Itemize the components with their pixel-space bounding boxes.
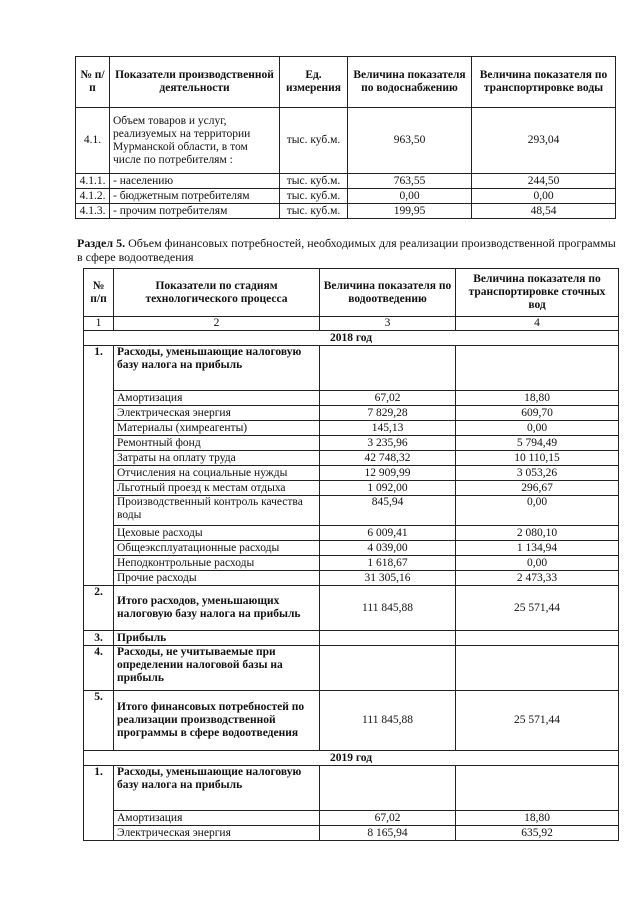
item-value: 67,02 [320, 391, 456, 406]
t1-cell: 963,50 [348, 108, 472, 174]
colnum: 1 [84, 317, 114, 331]
item-value: 42 748,32 [320, 451, 456, 466]
table-row [84, 826, 619, 841]
t1-h-num: № п/п [76, 57, 110, 108]
group-value: 25 571,44 [456, 691, 619, 751]
item-label: Материалы (химреагенты) [114, 421, 320, 436]
t1-h-indicator: Показатели производственной деятельности [110, 57, 280, 108]
section-5-label: Раздел 5. [77, 236, 126, 250]
t2-h-transport: Величина показателя по транспортировке сточных вод [456, 269, 619, 317]
year-2018: 2018 год [84, 331, 619, 346]
t1-cell: тыс. куб.м. [280, 174, 348, 189]
item-value: 5 794,49 [456, 436, 619, 451]
group-num: 2. [84, 586, 114, 631]
t1-h-transport: Величина показателя по транспортировке воды [472, 57, 616, 108]
empty-cell [456, 646, 619, 691]
t2-h-num: № п/п [84, 269, 114, 317]
item-value: 2 473,33 [456, 571, 619, 586]
t2-h-drainage: Величина показателя по водоотведению [320, 269, 456, 317]
table-row [84, 556, 619, 571]
group-value: 111 845,88 [320, 691, 456, 751]
item-value: 296,67 [456, 481, 619, 496]
group-num: 1. [84, 766, 114, 841]
table-row [84, 571, 619, 586]
t1-cell: 293,04 [472, 108, 616, 174]
section-5-heading [77, 236, 622, 264]
table-row [84, 481, 619, 496]
item-value: 12 909,99 [320, 466, 456, 481]
section-5-text: Объем финансовых потребностей, необходимых для реализации производственной программы в сфере водоотведения [77, 236, 616, 264]
item-label: Ремонтный фонд [114, 436, 320, 451]
empty-cell [456, 766, 619, 811]
item-value: 1 092,00 [320, 481, 456, 496]
year-row [84, 751, 619, 766]
group-label: Прибыль [114, 631, 320, 646]
t1-cell: 763,55 [348, 174, 472, 189]
item-label: Прочие расходы [114, 571, 320, 586]
table1-header-row [76, 57, 616, 108]
t1-cell: тыс. куб.м. [280, 189, 348, 204]
table-row [84, 406, 619, 421]
column-numbers-row [84, 317, 619, 331]
t1-cell: 4.1.2. [76, 189, 110, 204]
group-label: Расходы, уменьшающие налоговую базу налога на прибыль [114, 766, 320, 811]
item-value: 6 009,41 [320, 526, 456, 541]
year-row [84, 331, 619, 346]
group-label: Итого финансовых потребностей по реализации производственной программы в сфере водоотведения [114, 691, 320, 751]
group-label: Итого расходов, уменьшающих налоговую базу налога на прибыль [114, 586, 320, 631]
item-value: 0,00 [456, 556, 619, 571]
group-num: 3. [84, 631, 114, 646]
item-value: 3 053,26 [456, 466, 619, 481]
item-label: Общеэксплуатационные расходы [114, 541, 320, 556]
table-row [84, 421, 619, 436]
table-row [76, 189, 616, 204]
group-num: 5. [84, 691, 114, 751]
empty-cell [320, 631, 456, 646]
item-label: Электрическая энергия [114, 406, 320, 421]
item-value: 18,80 [456, 811, 619, 826]
item-value: 1 134,94 [456, 541, 619, 556]
t1-cell: - бюджетным потребителям [110, 189, 280, 204]
item-label: Неподконтрольные расходы [114, 556, 320, 571]
t1-h-unit: Ед. измерения [280, 57, 348, 108]
t1-cell: тыс. куб.м. [280, 204, 348, 219]
item-value: 18,80 [456, 391, 619, 406]
group-num: 1. [84, 346, 114, 586]
t1-cell: 48,54 [472, 204, 616, 219]
year-2019: 2019 год [84, 751, 619, 766]
table-row [84, 631, 619, 646]
item-value: 4 039,00 [320, 541, 456, 556]
t2-h-indicator: Показатели по стадиям технологического процесса [114, 269, 320, 317]
t1-cell: 4.1. [76, 108, 110, 174]
t1-h-water: Величина показателя по водоснабжению [348, 57, 472, 108]
item-value: 8 165,94 [320, 826, 456, 841]
t1-cell: 0,00 [348, 189, 472, 204]
table-row [84, 391, 619, 406]
table-row [84, 811, 619, 826]
table-row [84, 496, 619, 526]
t1-cell: 4.1.3. [76, 204, 110, 219]
empty-cell [456, 631, 619, 646]
item-label: Цеховые расходы [114, 526, 320, 541]
table-row [76, 174, 616, 189]
table-row [84, 691, 619, 751]
table-row [84, 451, 619, 466]
table-row [84, 526, 619, 541]
table-row [84, 436, 619, 451]
empty-cell [320, 346, 456, 391]
item-label: Отчисления на социальные нужды [114, 466, 320, 481]
table-row [84, 586, 619, 631]
financial-needs-table [83, 268, 619, 841]
group-label: Расходы, уменьшающие налоговую базу налога на прибыль [114, 346, 320, 391]
table-row [84, 646, 619, 691]
t1-cell: 0,00 [472, 189, 616, 204]
table-row [84, 541, 619, 556]
t1-cell: тыс. куб.м. [280, 108, 348, 174]
item-value: 2 080,10 [456, 526, 619, 541]
empty-cell [320, 646, 456, 691]
item-label: Амортизация [114, 391, 320, 406]
table2-header-row [84, 269, 619, 317]
colnum: 2 [114, 317, 320, 331]
item-label: Льготный проезд к местам отдыха [114, 481, 320, 496]
item-label: Электрическая энергия [114, 826, 320, 841]
item-value: 1 618,67 [320, 556, 456, 571]
item-value: 609,70 [456, 406, 619, 421]
item-value: 0,00 [456, 421, 619, 436]
item-value: 31 305,16 [320, 571, 456, 586]
group-label: Расходы, не учитываемые при определении налоговой базы на прибыль [114, 646, 320, 691]
colnum: 3 [320, 317, 456, 331]
t1-cell: - прочим потребителям [110, 204, 280, 219]
t1-cell: 244,50 [472, 174, 616, 189]
item-label: Затраты на оплату труда [114, 451, 320, 466]
item-label: Амортизация [114, 811, 320, 826]
item-value: 635,92 [456, 826, 619, 841]
table-row [84, 466, 619, 481]
t1-cell: 4.1.1. [76, 174, 110, 189]
colnum: 4 [456, 317, 619, 331]
t1-cell: 199,95 [348, 204, 472, 219]
item-value: 0,00 [456, 496, 619, 526]
item-value: 67,02 [320, 811, 456, 826]
t1-cell: - населению [110, 174, 280, 189]
t1-cell: Объем товаров и услуг, реализуемых на территории Мурманской области, в том числе по потребителям : [110, 108, 280, 174]
empty-cell [456, 346, 619, 391]
table-row [76, 108, 616, 174]
table-row [76, 204, 616, 219]
item-value: 10 110,15 [456, 451, 619, 466]
item-value: 3 235,96 [320, 436, 456, 451]
production-indicators-table [75, 56, 616, 219]
item-value: 7 829,28 [320, 406, 456, 421]
table-row [84, 766, 619, 811]
item-label: Производственный контроль качества воды [114, 496, 320, 526]
empty-cell [320, 766, 456, 811]
group-value: 111 845,88 [320, 586, 456, 631]
group-num: 4. [84, 646, 114, 691]
table-row [84, 346, 619, 391]
item-value: 845,94 [320, 496, 456, 526]
group-value: 25 571,44 [456, 586, 619, 631]
item-value: 145,13 [320, 421, 456, 436]
